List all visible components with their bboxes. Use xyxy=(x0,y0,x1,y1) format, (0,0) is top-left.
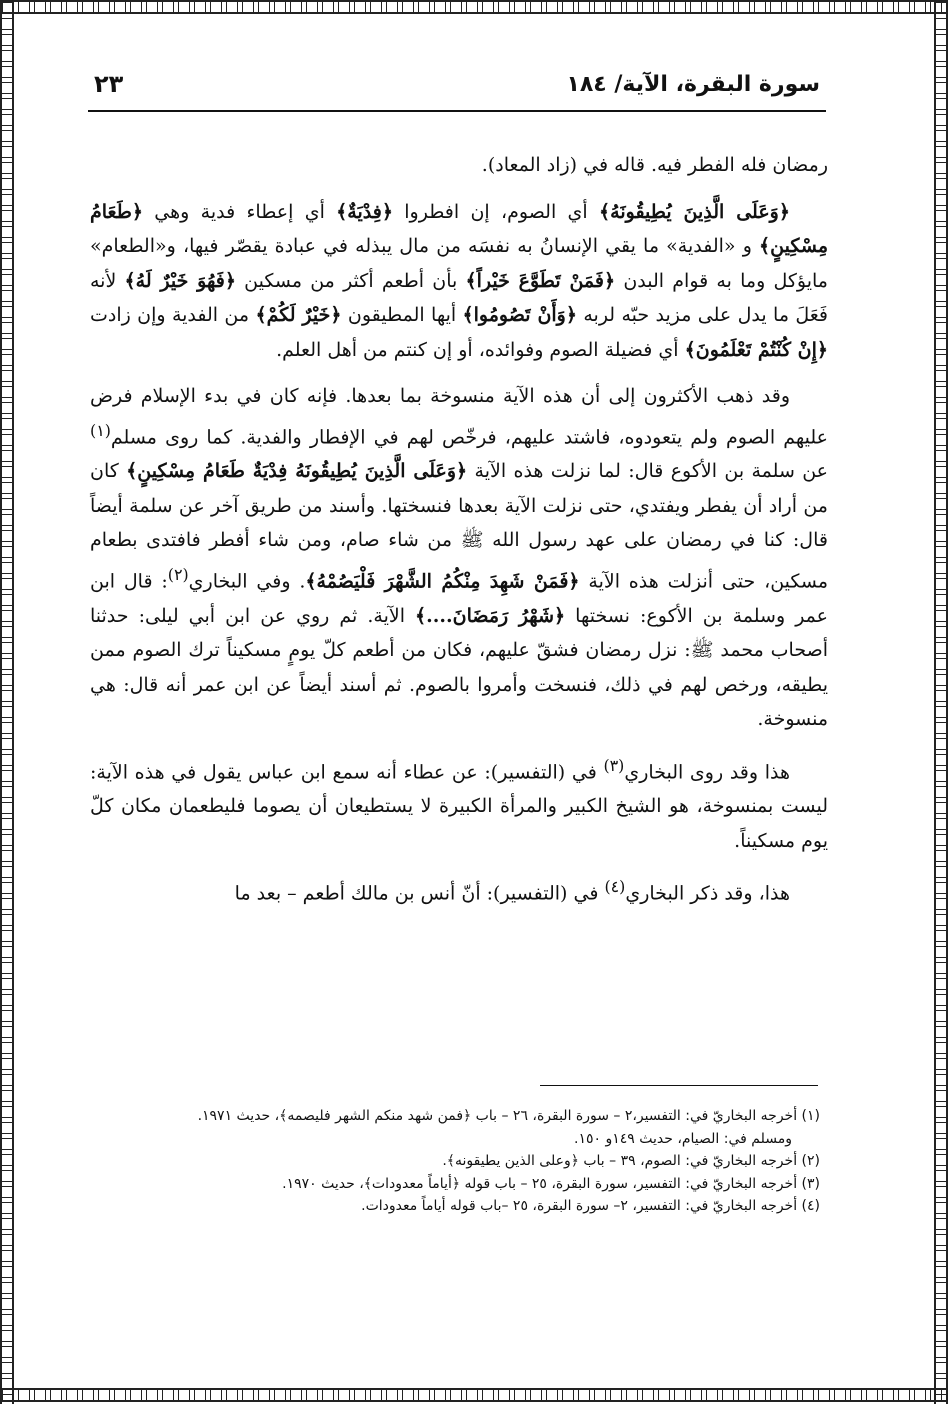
text-span: في (التفسير): أنّ أنس بن مالك أطعم – بعد ما xyxy=(234,882,605,905)
footnote-3: (٣) أخرجه البخاريّ في: التفسير، سورة البقرة، ٢٥ – باب قوله ﴿أياماً معدودات﴾، حديث ١٩٧٠. xyxy=(282,1175,820,1192)
decorative-border-right xyxy=(934,0,948,1404)
quran-quote: ﴿فَمَنْ شَهِدَ مِنْكُمُ الشَّهْرَ فَلْيَصُمْهُ﴾ xyxy=(305,570,580,593)
quran-quote: ﴿خَيْرٌ لَكُمْ﴾ xyxy=(255,304,342,326)
footnote-1: (١) أخرجه البخاريّ في: التفسير،٢ – سورة البقرة، ٢٦ – باب ﴿فمن شهد منكم الشهر فليصمه﴾، حديث ١٩٧١. xyxy=(197,1108,820,1124)
running-title: سورة البقرة، الآية/ ١٨٤ xyxy=(566,72,820,97)
quran-quote: ﴿شَهْرُ رَمَضَانَ....﴾ xyxy=(415,604,566,627)
text-span: أي الصوم، إن افطروا xyxy=(392,200,600,223)
text-span: الآية. ثم روي عن ابن أبي ليلى: حدثنا أصحاب محمد ﷺ: نزل رمضان فشقّ عليهم، فكان من أطعم كلّ يومٍ مسكيناً ترك الصوم ممن يطيقه، ورخص لهم في ذلك، فنسخت وأمروا بالصوم. ثم أسند أيضاً عن ابن عمر أنه قال: هي منسوخة. xyxy=(90,604,828,731)
quran-quote: ﴿فِدْيَةٌ﴾ xyxy=(336,200,393,223)
paragraph-3 xyxy=(90,379,828,737)
page-number: ٢٣ xyxy=(94,70,124,98)
text-span: و «الفدية» ما يقي الإنسانُ به نفسَه من مال يبذله في عبادة يقصّر فيها، و«الطعام» مايؤكل وما به قوام البدن xyxy=(90,235,828,292)
decorative-border-left xyxy=(0,0,14,1404)
footnotes xyxy=(90,1105,820,1218)
text-span: : قال ابن عمر وسلمة بن الأكوع: نسختها xyxy=(90,570,828,627)
text-span: أي إعطاء فدية وهي xyxy=(142,200,337,223)
decorative-border-top xyxy=(0,0,948,14)
quran-quote: ﴿فَهُوَ خَيْرٌ لَهُ﴾ xyxy=(124,269,236,292)
quran-quote: ﴿وَأَنْ تَصُومُوا﴾ xyxy=(462,304,577,326)
text-span: . وفي البخاري xyxy=(188,570,306,593)
quran-quote: ﴿طَعَامُ مِسْكِينٍ﴾ xyxy=(90,200,828,257)
text-span: لأنه فَعَلَ ما يدل على مزيد حبّه لربه xyxy=(90,269,829,326)
main-text xyxy=(90,148,828,923)
paragraph-2 xyxy=(90,195,828,368)
paragraph-4 xyxy=(90,749,828,859)
text-span: وقد ذهب الأكثرون إلى أن هذه الآية منسوخة بما بعدها. فإنه كان في بدء الإسلام فرض عليهم الصوم ولم يتعودوه، فاشتد عليهم، فرخّص لهم في الإفطار والفدية. كما روى مسلم xyxy=(90,385,828,448)
footnote-separator xyxy=(540,1085,818,1086)
decorative-border-bottom xyxy=(0,1388,948,1402)
footnote-ref-4: (٤) xyxy=(604,877,626,897)
paragraph-5 xyxy=(90,870,828,911)
footnote-ref-1: (١) xyxy=(90,420,111,440)
footnote-ref-3: (٣) xyxy=(603,755,625,775)
quran-quote: ﴿إِنْ كُنْتُمْ تَعْلَمُونَ﴾ xyxy=(684,338,828,361)
footnote-1-continuation: ومسلم في: الصيام، حديث ١٤٩و ١٥٠. xyxy=(574,1130,792,1147)
text-span: أيها المطيقون xyxy=(341,304,463,326)
text-span: بأن أطعم أكثر من مسكين xyxy=(235,269,466,292)
text-span: هذا وقد روى البخاري xyxy=(624,760,791,783)
text-span: كان من أراد أن يفطر ويفتدي، حتى نزلت الآية بعدها فنسختها. وأسند من طريق آخر عن سلمة أيضاً قال: كنا في رمضان على عهد رسول الله ﷺ من شاء صام، ومن شاء أفطر فافتدى بطعام مسكين، حتى أنزلت هذه الآية xyxy=(90,460,829,593)
paragraph-1: رمضان فله الفطر فيه. قاله في (زاد المعاد). xyxy=(481,154,828,176)
text-span: عن سلمة بن الأكوع قال: لما نزلت هذه الآية xyxy=(467,460,829,483)
page-header xyxy=(88,68,826,112)
quran-quote: ﴿وَعَلَى الَّذِينَ يُطِيقُونَهُ﴾ xyxy=(599,200,790,223)
text-span: في (التفسير): عن عطاء أنه سمع ابن عباس يقول في هذه الآية: ليست بمنسوخة، هو الشيخ الكبير والمرأة الكبيرة لا يستطيعان أن يصوما فليطعمان مكان كلّ يوم مسكيناً. xyxy=(90,760,828,852)
footnote-ref-2: (٢) xyxy=(167,564,189,584)
quran-quote: ﴿فَمَنْ تَطَوَّعَ خَيْراً﴾ xyxy=(465,269,616,292)
text-span: من الفدية وإن زادت xyxy=(90,304,256,326)
quran-quote: ﴿وَعَلَى الَّذِينَ يُطِيقُونَهُ فِدْيَةٌ طَعَامُ مِسْكِينٍ﴾ xyxy=(126,460,468,483)
text-span: أي فضيلة الصوم وفوائده، أو إن كنتم من أهل العلم. xyxy=(276,338,685,361)
text-span: هذا، وقد ذكر البخاري xyxy=(625,882,790,905)
footnote-4: (٤) أخرجه البخاريّ في: التفسير، ٢– سورة البقرة، ٢٥ –باب قوله أياماً معدودات. xyxy=(361,1198,820,1214)
footnote-2: (٢) أخرجه البخاريّ في: الصوم، ٣٩ – باب ﴿وعلى الذين يطيقونه﴾. xyxy=(442,1153,820,1169)
